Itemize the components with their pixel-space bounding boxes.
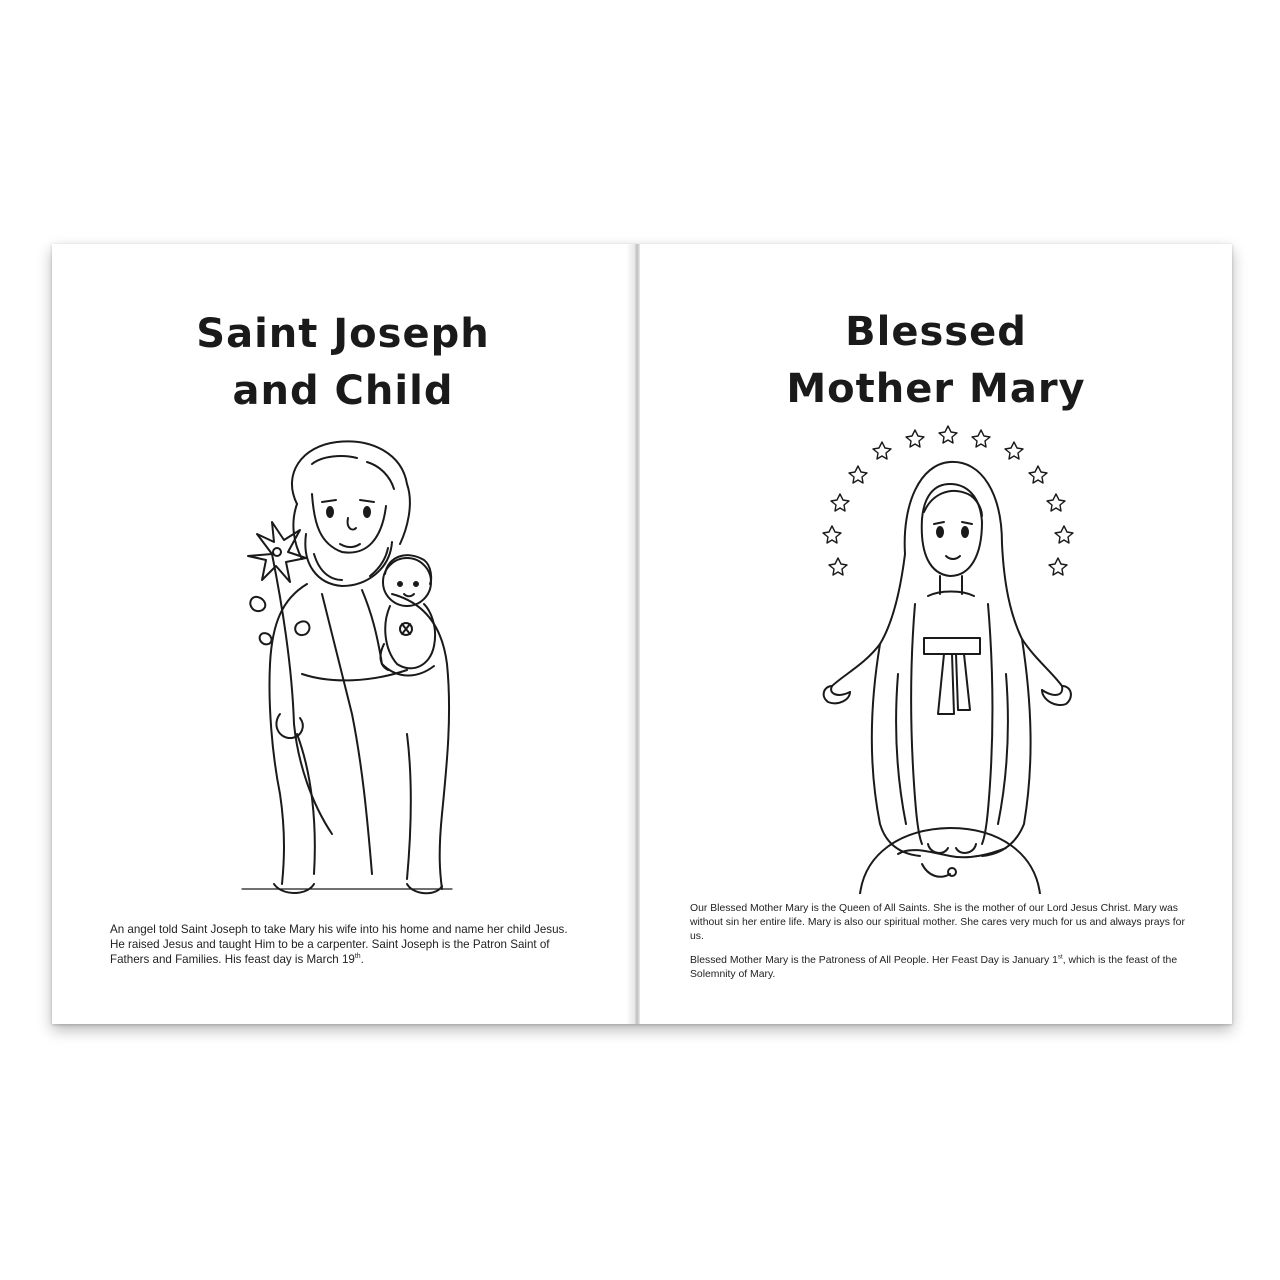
left-page-title [52, 306, 634, 420]
left-description-end: . [360, 953, 364, 967]
right-page-description [690, 902, 1190, 992]
right-paragraph2-end: , which is the feast of the Solemnity of Mary. [690, 955, 1178, 980]
halo-stars [823, 426, 1073, 575]
left-page [52, 244, 634, 1024]
mother-mary-illustration [810, 424, 1080, 894]
left-title-line1: Saint Joseph [196, 311, 490, 357]
left-page-description [110, 922, 580, 978]
right-page-title [640, 304, 1232, 418]
right-description-paragraph-2 [690, 954, 1190, 982]
open-coloring-book [52, 244, 1232, 1024]
left-description-text: An angel told Saint Joseph to take Mary his wife into his home and name her child Jesus. He raised Jesus and taught Him to be a carpenter. Saint Joseph is the Patron Saint of Fathers and Families. His feast day is March 19 [110, 923, 568, 967]
right-paragraph2-start: Blessed Mother Mary is the Patroness of All People. Her Feast Day is January 1 [690, 955, 1058, 966]
right-title-line1: Blessed [845, 309, 1027, 355]
right-paragraph2-superscript: st [1057, 953, 1063, 961]
right-title-line2: Mother Mary [786, 366, 1086, 412]
saint-joseph-illustration [202, 434, 482, 899]
right-description-paragraph-1: Our Blessed Mother Mary is the Queen of All Saints. She is the mother of our Lord Jesus Christ. Mary was without sin her entire life. Mary is also our spiritual mother. She cares very much for us and always prays for us. [690, 903, 1185, 942]
left-description-superscript: th [354, 953, 361, 961]
left-description-paragraph [110, 922, 580, 968]
left-title-line2: and Child [232, 368, 454, 414]
right-page [640, 244, 1232, 1024]
